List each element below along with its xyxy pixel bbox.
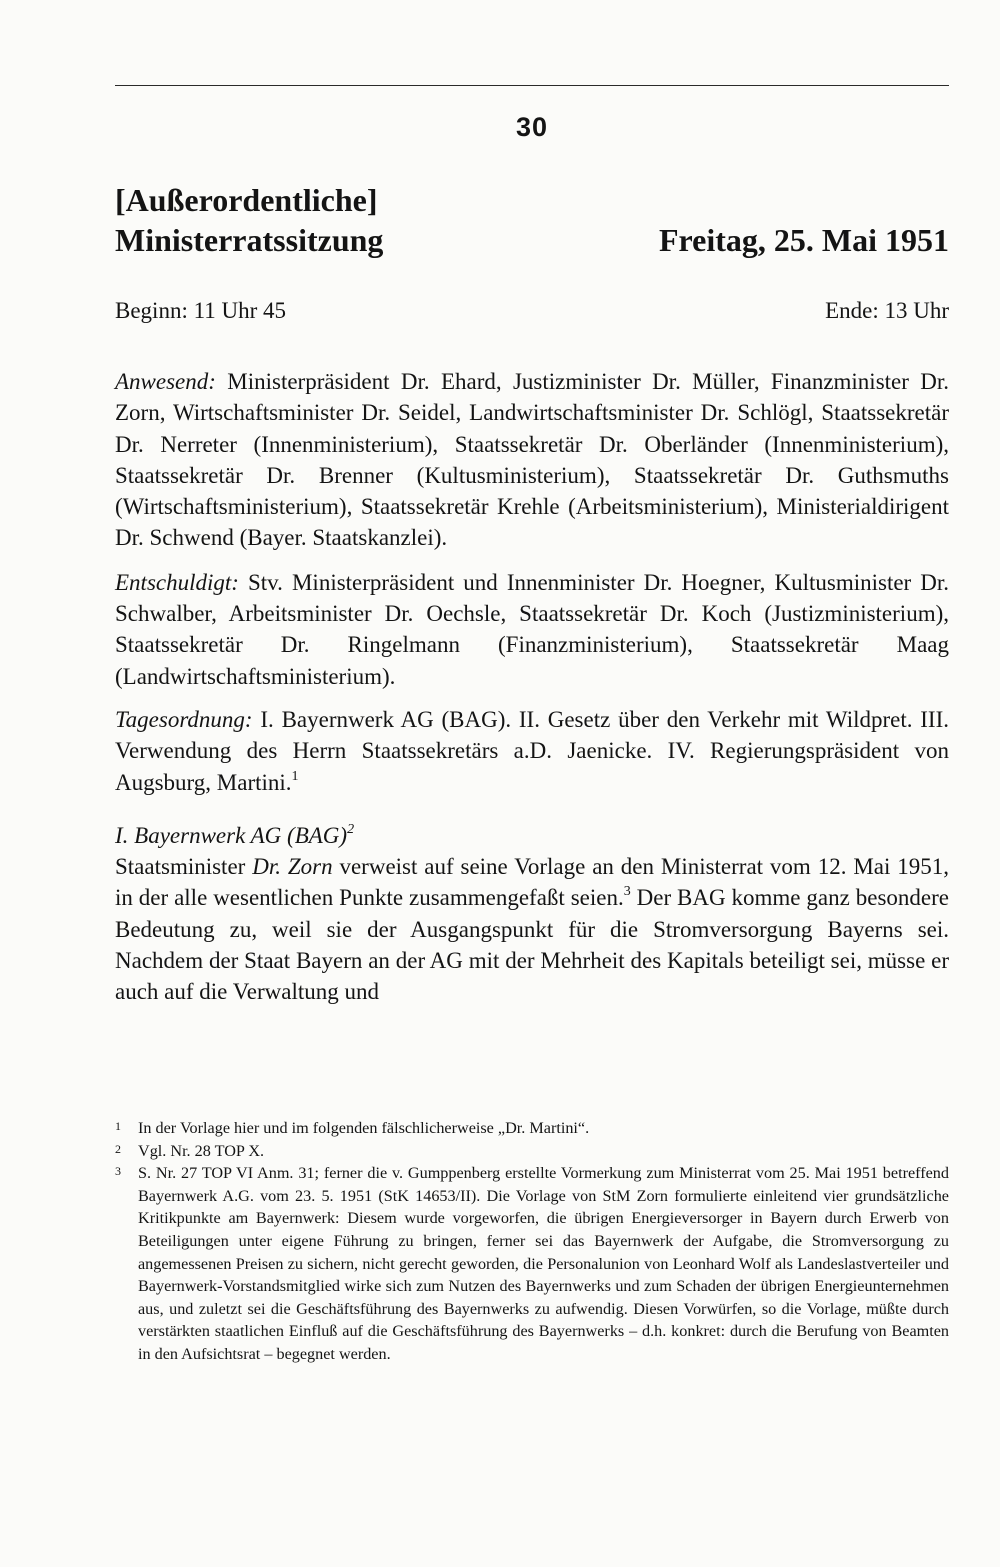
title-line-2 [115, 220, 949, 260]
agenda-label: Tagesordnung: [115, 706, 253, 732]
footnote-number: 2 [115, 1141, 121, 1156]
excused-label: Entschuldigt: [115, 569, 239, 595]
attendance-text: Ministerpräsident Dr. Ehard, Justizminister Dr. Müller, Finanzminister Dr. Zorn, Wirtschaftsminister Dr. Seidel, Landwirtschaftsminister Dr. Schlögl, Staatssekretär Dr. Nerreter (Innenministerium), Staatssekretär Dr. Oberländer (Innenministerium), Staatssekretär Dr. Brenner (Kultusministerium), Staatssekretär Dr. Guthsmuths (Wirtschaftsministerium), Staatssekretär Krehle (Arbeitsministerium), Ministerialdirigent Dr. Schwend (Bayer. Staatskanzlei). [115, 369, 949, 551]
title-session: Ministerratssitzung [115, 222, 384, 258]
agenda-paragraph [115, 704, 949, 798]
section-paragraph [115, 851, 949, 1007]
section-heading [115, 820, 949, 851]
paragraph-mid: verweist auf seine Vorlage an den Ministerrat vom 12. Mai 1951, in der alle wesentlichen Punkte zusammengefaßt seien. [115, 854, 949, 911]
attendance-label: Anwesend: [115, 369, 216, 394]
footnote-text: In der Vorlage hier und im folgenden fälschlicherweise „Dr. Martini“. [138, 1119, 590, 1137]
header-rule [115, 85, 949, 86]
footnote-text: Vgl. Nr. 28 TOP X. [138, 1141, 265, 1160]
document-number: 30 [515, 112, 549, 142]
footnote [115, 1162, 949, 1365]
section-heading-text: I. Bayernwerk AG (BAG) [115, 822, 348, 848]
attendance-paragraph [115, 366, 949, 554]
session-times [115, 296, 949, 326]
footnote-text: S. Nr. 27 TOP VI Anm. 31; ferner die v. Gumppenberg erstellte Vormerkung zum Ministerrat vom 25. Mai 1951 betreffend Bayernwerk A.G. vom 23. 5. 1951 (StK 14653/II). Die Vorlage von StM Zorn formulierte einleitend vier grundsätzliche Kritikpunkte am Bayernwerk: Diesem wurde vorgeworfen, die übrigen Energieversorger in Bayern durch Erwerb von Beteiligungen unter eigene Führung zu bringen, ferner sei das Bayernwerk der Aufgabe, die Stromversorgung zu angemessenen Preisen zu sichern, nicht gerecht geworden, die Personalunion von Leonhard Wolf als Landeslastverteiler und Bayernwerk-Vorstandsmitglied wirke sich zum Nutzen des Bayernwerks und zum Schaden der übrigen Energieunternehmen aus, und zuletzt sei die Geschäftsführung des Bayernwerks zu aufwendig. Diesen Vorwürfen, so die Vorlage, müßte durch verstärkten staatlichen Einfluß auf die Geschäftsführung des Bayernwerks – d.h. konkret: durch die Berufung von Beamten in den Aufsichtsrat – begegnet werden. [138, 1164, 949, 1363]
paragraph-end: Der BAG komme ganz besondere Bedeutung zu, weil sie der Ausgangspunkt für die Stromversorgung Bayerns sei. Nachdem der Staat Bayern an der AG mit der Mehrheit des Kapitals beteiligt sei, müsse er auch auf die Verwaltung und [115, 885, 949, 1005]
agenda-footnote-ref: 1 [291, 768, 299, 784]
excused-paragraph [115, 567, 949, 692]
paragraph-footnote-ref: 3 [623, 884, 631, 900]
title-line-1: [Außerordentliche] [115, 182, 378, 218]
begin-time: Beginn: 11 Uhr 45 [115, 298, 286, 323]
body-text [115, 366, 949, 1008]
excused-text: Stv. Ministerpräsident und Innenminister Dr. Hoegner, Kultusminister Dr. Schwalber, Arbeitsminister Dr. Oechsle, Staatssekretär Dr. Koch (Justizministerium), Staatssekretär Dr. Ringelmann (Finanzministerium), Staatssekretär Maag (Landwirtschaftsministerium). [115, 569, 949, 689]
footnote [115, 1117, 949, 1140]
document-page [115, 0, 949, 1567]
footnotes [115, 1117, 949, 1366]
title-date: Freitag, 25. Mai 1951 [658, 222, 949, 258]
speaker-name: Dr. Zorn [252, 854, 333, 880]
section-footnote-ref: 2 [347, 821, 355, 837]
footnote [115, 1140, 949, 1163]
footnote-number: 3 [115, 1164, 121, 1179]
end-time: Ende: 13 Uhr [825, 298, 949, 323]
agenda-text: I. Bayernwerk AG (BAG). II. Gesetz über den Verkehr mit Wildpret. III. Verwendung des Herrn Staatssekretärs a.D. Jaenicke. IV. Regierungspräsident von Augsburg, Martini. [115, 706, 949, 795]
paragraph-start: Staatsminister [115, 854, 253, 880]
footnote-number: 1 [115, 1119, 121, 1133]
